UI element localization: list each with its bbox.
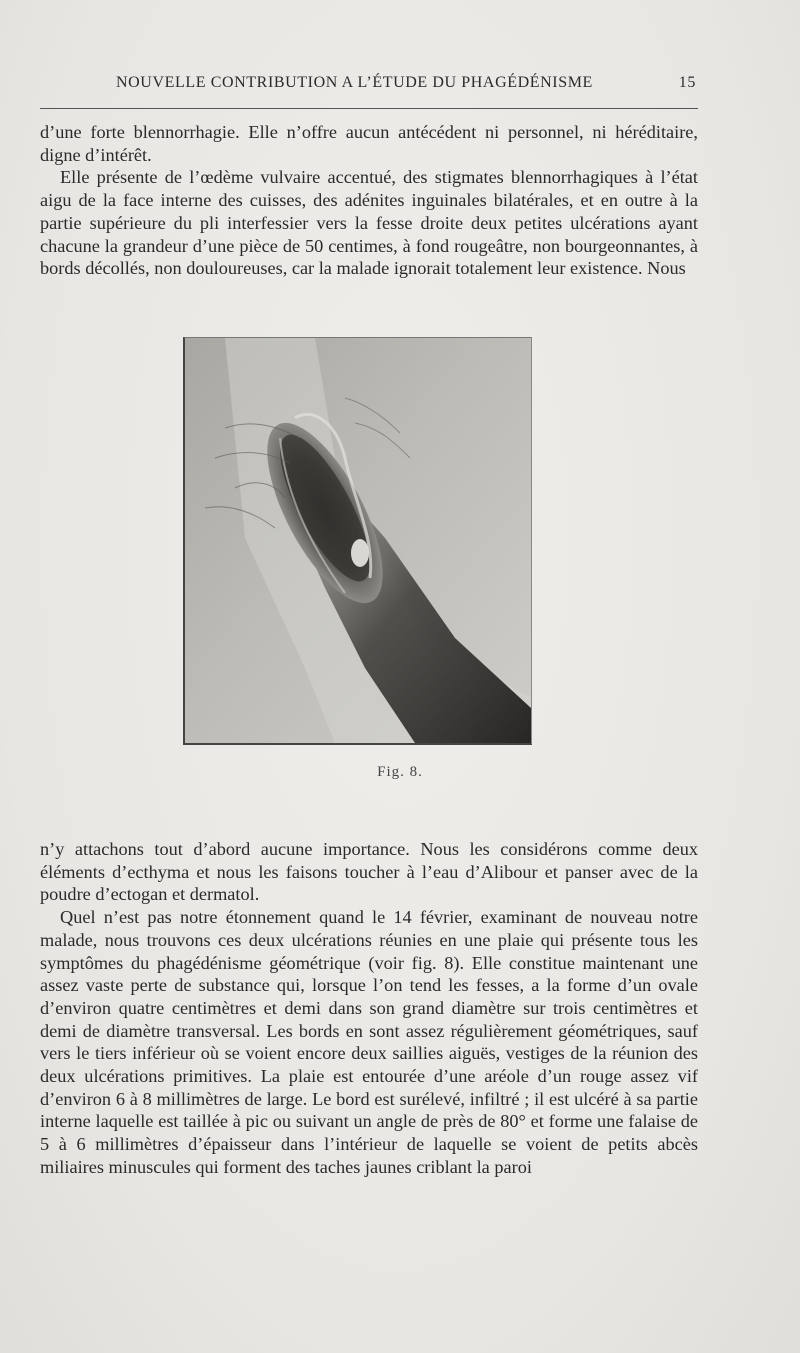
page-number: 15 [678,74,696,91]
text-block-bottom [40,838,698,1179]
running-title: NOUVELLE CONTRIBUTION A L’ÉTUDE DU PHAGÉDÉNISME [116,74,593,91]
text-block-top [40,121,698,280]
running-header [40,74,696,98]
paragraph: Quel n’est pas notre étonnement quand le 14 février, examinant de nouveau notre malade, nous trouvons ces deux ulcérations réunies en une plaie qui présente tous les symptômes du phagédénisme géométrique (voir fig. 8). Elle constitue maintenant une assez vaste perte de substance qui, lorsque l’on tend les fesses, a la forme d’un ovale d’environ quatre centimètres et demi dans son grand diamètre sur trois centimètres et demi de diamètre transversal. Les bords en sont assez régulièrement géométriques, sauf vers le tiers inférieur où se voient encore deux saillies aiguës, vestiges de la réunion des deux ulcérations primitives. La plaie est entourée d’une aréole d’un rouge assez vif d’environ 6 à 8 millimètres de large. Le bord est surélevé, infiltré ; il est ulcéré à sa partie interne laquelle est taillée à pic ou suivant un angle de près de 80° et forme une falaise de 5 à 6 millimètres d’épaisseur dans l’intérieur de laquelle se voient de petits abcès miliaires minuscules qui forment des taches jaunes criblant la paroi [40,907,698,1177]
paragraph: d’une forte blennorrhagie. Elle n’offre aucun antécédent ni personnel, ni héréditaire, digne d’intérêt. [40,122,698,165]
ulcer-photograph [185,338,531,743]
figure-caption: Fig. 8. [377,764,423,780]
figure-photograph [183,337,532,745]
paragraph: Elle présente de l’œdème vulvaire accentué, des stigmates blennorrhagiques à l’état aigu de la face interne des cuisses, des adénites inguinales bilatérales, et en outre à la partie supérieure du pli interfessier vers la fesse droite deux petites ulcérations ayant chacune la grandeur d’une pièce de 50 centimes, à fond rougeâtre, non bourgeonnantes, à bords décollés, non douloureuses, car la malade ignorait totalement leur existence. Nous [40,167,698,279]
header-rule [40,108,698,109]
paragraph: n’y attachons tout d’abord aucune importance. Nous les considérons comme deux éléments d’ecthyma et nous les faisons toucher à l’eau d’Alibour et panser avec de la poudre d’ectogan et dermatol. [40,839,698,905]
